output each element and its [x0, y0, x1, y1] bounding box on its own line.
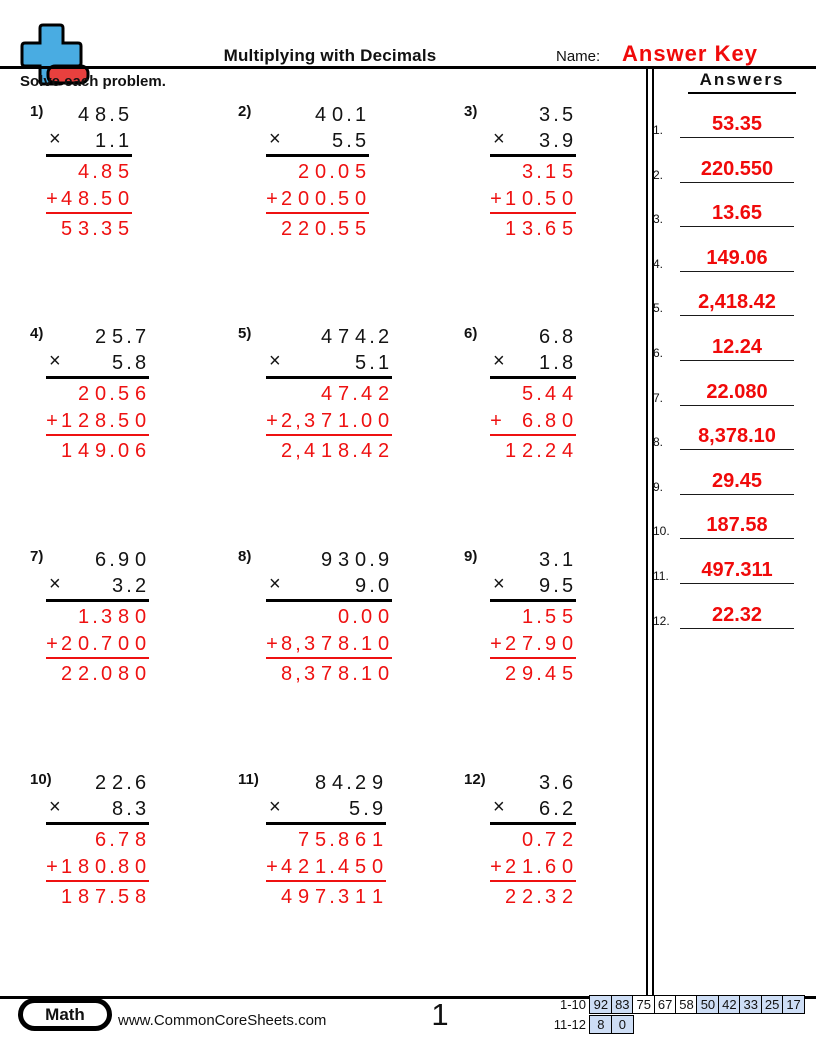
answer-number: 7.: [653, 390, 664, 405]
multiply-sign: ×: [49, 573, 61, 595]
product-total: 2 , 4 1 8 . 4 2: [280, 440, 390, 462]
answer-line: [680, 422, 794, 450]
product-total: 1 4 9 . 0 6: [60, 440, 147, 462]
multiplier-row: 1 . 1 ×: [46, 126, 132, 157]
product-total: 1 2 . 2 4: [504, 440, 574, 462]
score-row: [530, 995, 805, 1014]
partial-product-2: + 2 , 3 7 1 . 0 0: [266, 405, 392, 436]
answer-number: 3.: [653, 212, 664, 227]
website-text: www.CommonCoreSheets.com: [118, 1012, 327, 1029]
partial-product-2: + 1 8 0 . 8 0: [46, 851, 149, 882]
problem-number: 6): [464, 325, 478, 342]
name-label: Name:: [556, 48, 601, 65]
partial-product-1: 7 5 . 8 6 1: [297, 829, 384, 851]
partial-product-1: 1 . 3 8 0: [77, 606, 147, 628]
answer-number: 6.: [653, 346, 664, 360]
multiply-sign: ×: [493, 128, 505, 150]
partial-product-1: 5 . 4 4: [521, 383, 574, 405]
problem-number: 2): [238, 103, 252, 120]
multiplier-row: 3 . 2 ×: [46, 571, 149, 602]
answer-value: 2,418.42: [698, 291, 776, 314]
instruction-text: Solve each problem.: [20, 73, 166, 90]
product-total: 2 2 . 3 2: [504, 886, 574, 908]
answer-line: [680, 556, 794, 584]
product-total: 5 3 . 3 5: [60, 218, 130, 240]
multiplier-row: 5 . 9 ×: [266, 794, 386, 825]
multiplicand-row: 4 8 . 5: [77, 104, 130, 126]
score-cell: 75: [632, 995, 655, 1014]
answer-number: 10.: [653, 524, 670, 539]
score-cell: 17: [782, 995, 805, 1014]
score-cell: 50: [696, 995, 719, 1014]
multiplicand-row: 3 . 6: [538, 772, 574, 794]
problem-block: [266, 322, 392, 462]
score-cell: 42: [718, 995, 741, 1014]
multiplier-row: 5 . 5 ×: [266, 126, 369, 157]
multiplier-row: 5 . 8 ×: [46, 348, 149, 379]
score-cell: 58: [675, 995, 698, 1014]
answer-number: 8.: [653, 435, 664, 450]
multiplicand-row: 4 0 . 1: [314, 104, 367, 126]
score-cell: 83: [611, 995, 634, 1014]
score-row-label: 1-10: [559, 997, 586, 1012]
multiplier-row: 1 . 8 ×: [490, 348, 576, 379]
multiplicand-row: 8 4 . 2 9: [314, 772, 384, 794]
partial-product-2: + 2 1 . 6 0: [490, 851, 576, 882]
problem-number: 10): [30, 771, 52, 788]
partial-product-1: 1 . 5 5: [521, 606, 574, 628]
multiplicand-row: 6 . 9 0: [94, 549, 147, 571]
multiplicand-row: 4 7 4 . 2: [320, 326, 390, 348]
problem-block: [46, 768, 149, 908]
answer-line: [680, 601, 794, 629]
answer-number: 4.: [653, 256, 664, 271]
problem-number: 9): [464, 548, 478, 565]
answer-value: 22.080: [706, 380, 768, 403]
partial-product-2: + 4 2 1 . 4 5 0: [266, 851, 386, 882]
partial-product-2: + 2 0 . 7 0 0: [46, 628, 149, 659]
problem-block: [46, 322, 149, 462]
partial-product-1: 3 . 1 5: [521, 161, 574, 183]
multiplier-row: 6 . 2 ×: [490, 794, 576, 825]
answer-number: 12.: [653, 613, 670, 628]
partial-product-2: + 6 . 8 0: [490, 405, 576, 436]
multiply-sign: ×: [269, 128, 281, 150]
multiplier-row: 8 . 3 ×: [46, 794, 149, 825]
answer-value: 22.32: [711, 603, 763, 626]
score-row: [530, 1015, 634, 1034]
multiplier-row: 9 . 0 ×: [266, 571, 392, 602]
answer-number: 1.: [653, 123, 664, 137]
multiplier-row: 9 . 5 ×: [490, 571, 576, 602]
answer-number: 9.: [653, 479, 664, 494]
problem-block: [266, 545, 392, 685]
multiply-sign: ×: [493, 350, 505, 372]
problem-block: [46, 545, 149, 685]
answer-value: 29.45: [711, 469, 763, 492]
answer-line: [680, 511, 794, 539]
product-total: 2 2 0 . 5 5: [280, 218, 367, 240]
problem-block: [490, 768, 576, 908]
partial-product-1: 2 0 . 0 5: [297, 161, 367, 183]
answer-line: [680, 199, 794, 227]
multiply-sign: ×: [493, 573, 505, 595]
partial-product-2: + 2 0 0 . 5 0: [266, 183, 369, 214]
score-cell: 8: [589, 1015, 612, 1034]
partial-product-2: + 1 2 8 . 5 0: [46, 405, 149, 436]
answer-line: [680, 155, 794, 183]
score-cell: 67: [654, 995, 677, 1014]
problem-block: [266, 768, 386, 908]
header-divider: [0, 66, 816, 69]
answer-line: [680, 288, 794, 316]
score-cell: 25: [761, 995, 784, 1014]
problem-number: 7): [30, 548, 44, 565]
product-total: 2 2 . 0 8 0: [60, 663, 147, 685]
partial-product-1: 6 . 7 8: [94, 829, 147, 851]
subject-badge: [18, 998, 112, 1031]
problem-number: 1): [30, 103, 44, 120]
worksheet-title: Multiplying with Decimals: [223, 46, 437, 65]
answer-key-text: Answer Key: [622, 41, 758, 66]
answer-number: 5.: [653, 301, 664, 316]
answer-value: 220.550: [700, 157, 774, 180]
score-cell: 0: [611, 1015, 634, 1034]
answer-number: 11.: [653, 569, 669, 583]
multiply-sign: ×: [269, 573, 281, 595]
multiplicand-row: 9 3 0 . 9: [320, 549, 390, 571]
answer-value: 13.65: [711, 202, 763, 225]
subject-label: Math: [21, 1001, 109, 1028]
partial-product-1: 2 0 . 5 6: [77, 383, 147, 405]
product-total: 8 , 3 7 8 . 1 0: [280, 663, 390, 685]
multiply-sign: ×: [493, 796, 505, 818]
multiplicand-row: 2 2 . 6: [94, 772, 147, 794]
product-total: 1 3 . 6 5: [504, 218, 574, 240]
multiplicand-row: 3 . 5: [538, 104, 574, 126]
partial-product-2: + 2 7 . 9 0: [490, 628, 576, 659]
problem-number: 3): [464, 103, 478, 120]
problem-block: [266, 100, 369, 240]
problem-block: [490, 100, 576, 240]
product-total: 1 8 7 . 5 8: [60, 886, 147, 908]
score-row-label: 11-12: [553, 1017, 586, 1033]
answer-line: [680, 333, 794, 361]
answer-line: [680, 467, 794, 495]
answer-line: [680, 378, 794, 406]
answer-value: 12.24: [711, 336, 763, 358]
problem-number: 8): [238, 548, 252, 565]
answer-value: 497.311: [701, 559, 773, 581]
multiplier-row: 5 . 1 ×: [266, 348, 392, 379]
answer-value: 149.06: [706, 246, 768, 269]
multiply-sign: ×: [269, 350, 281, 372]
partial-product-1: 0 . 0 0: [337, 606, 390, 628]
partial-product-1: 0 . 7 2: [521, 829, 574, 851]
answers-header: Answers: [688, 70, 796, 94]
product-total: 4 9 7 . 3 1 1: [280, 886, 384, 908]
partial-product-2: + 1 0 . 5 0: [490, 183, 576, 214]
partial-product-2: + 8 , 3 7 8 . 1 0: [266, 628, 392, 659]
answer-value: 187.58: [706, 514, 768, 537]
problem-number: 12): [464, 771, 486, 788]
answer-value: 53.35: [711, 113, 763, 135]
multiplicand-row: 3 . 1: [538, 549, 574, 571]
multiplicand-row: 2 5 . 7: [94, 326, 147, 348]
multiplier-row: 3 . 9 ×: [490, 126, 576, 157]
multiply-sign: ×: [269, 796, 281, 818]
partial-product-2: + 4 8 . 5 0: [46, 183, 132, 214]
answer-number: 2.: [653, 167, 664, 182]
page-number: 1: [431, 997, 449, 1032]
multiply-sign: ×: [49, 350, 61, 372]
score-cell: 33: [739, 995, 762, 1014]
answer-line: [680, 110, 794, 138]
product-total: 2 9 . 4 5: [504, 663, 574, 685]
answer-line: [680, 244, 794, 272]
multiplicand-row: 6 . 8: [538, 326, 574, 348]
problem-block: [46, 100, 132, 240]
problem-number: 5): [238, 325, 252, 342]
partial-product-1: 4 7 . 4 2: [320, 383, 390, 405]
multiply-sign: ×: [49, 128, 61, 150]
problem-block: [490, 322, 576, 462]
problem-number: 4): [30, 325, 44, 342]
partial-product-1: 4 . 8 5: [77, 161, 130, 183]
score-cell: 92: [589, 995, 612, 1014]
problem-block: [490, 545, 576, 685]
problem-number: 11): [238, 771, 259, 788]
answer-value: 8,378.10: [698, 425, 776, 448]
multiply-sign: ×: [49, 796, 61, 818]
